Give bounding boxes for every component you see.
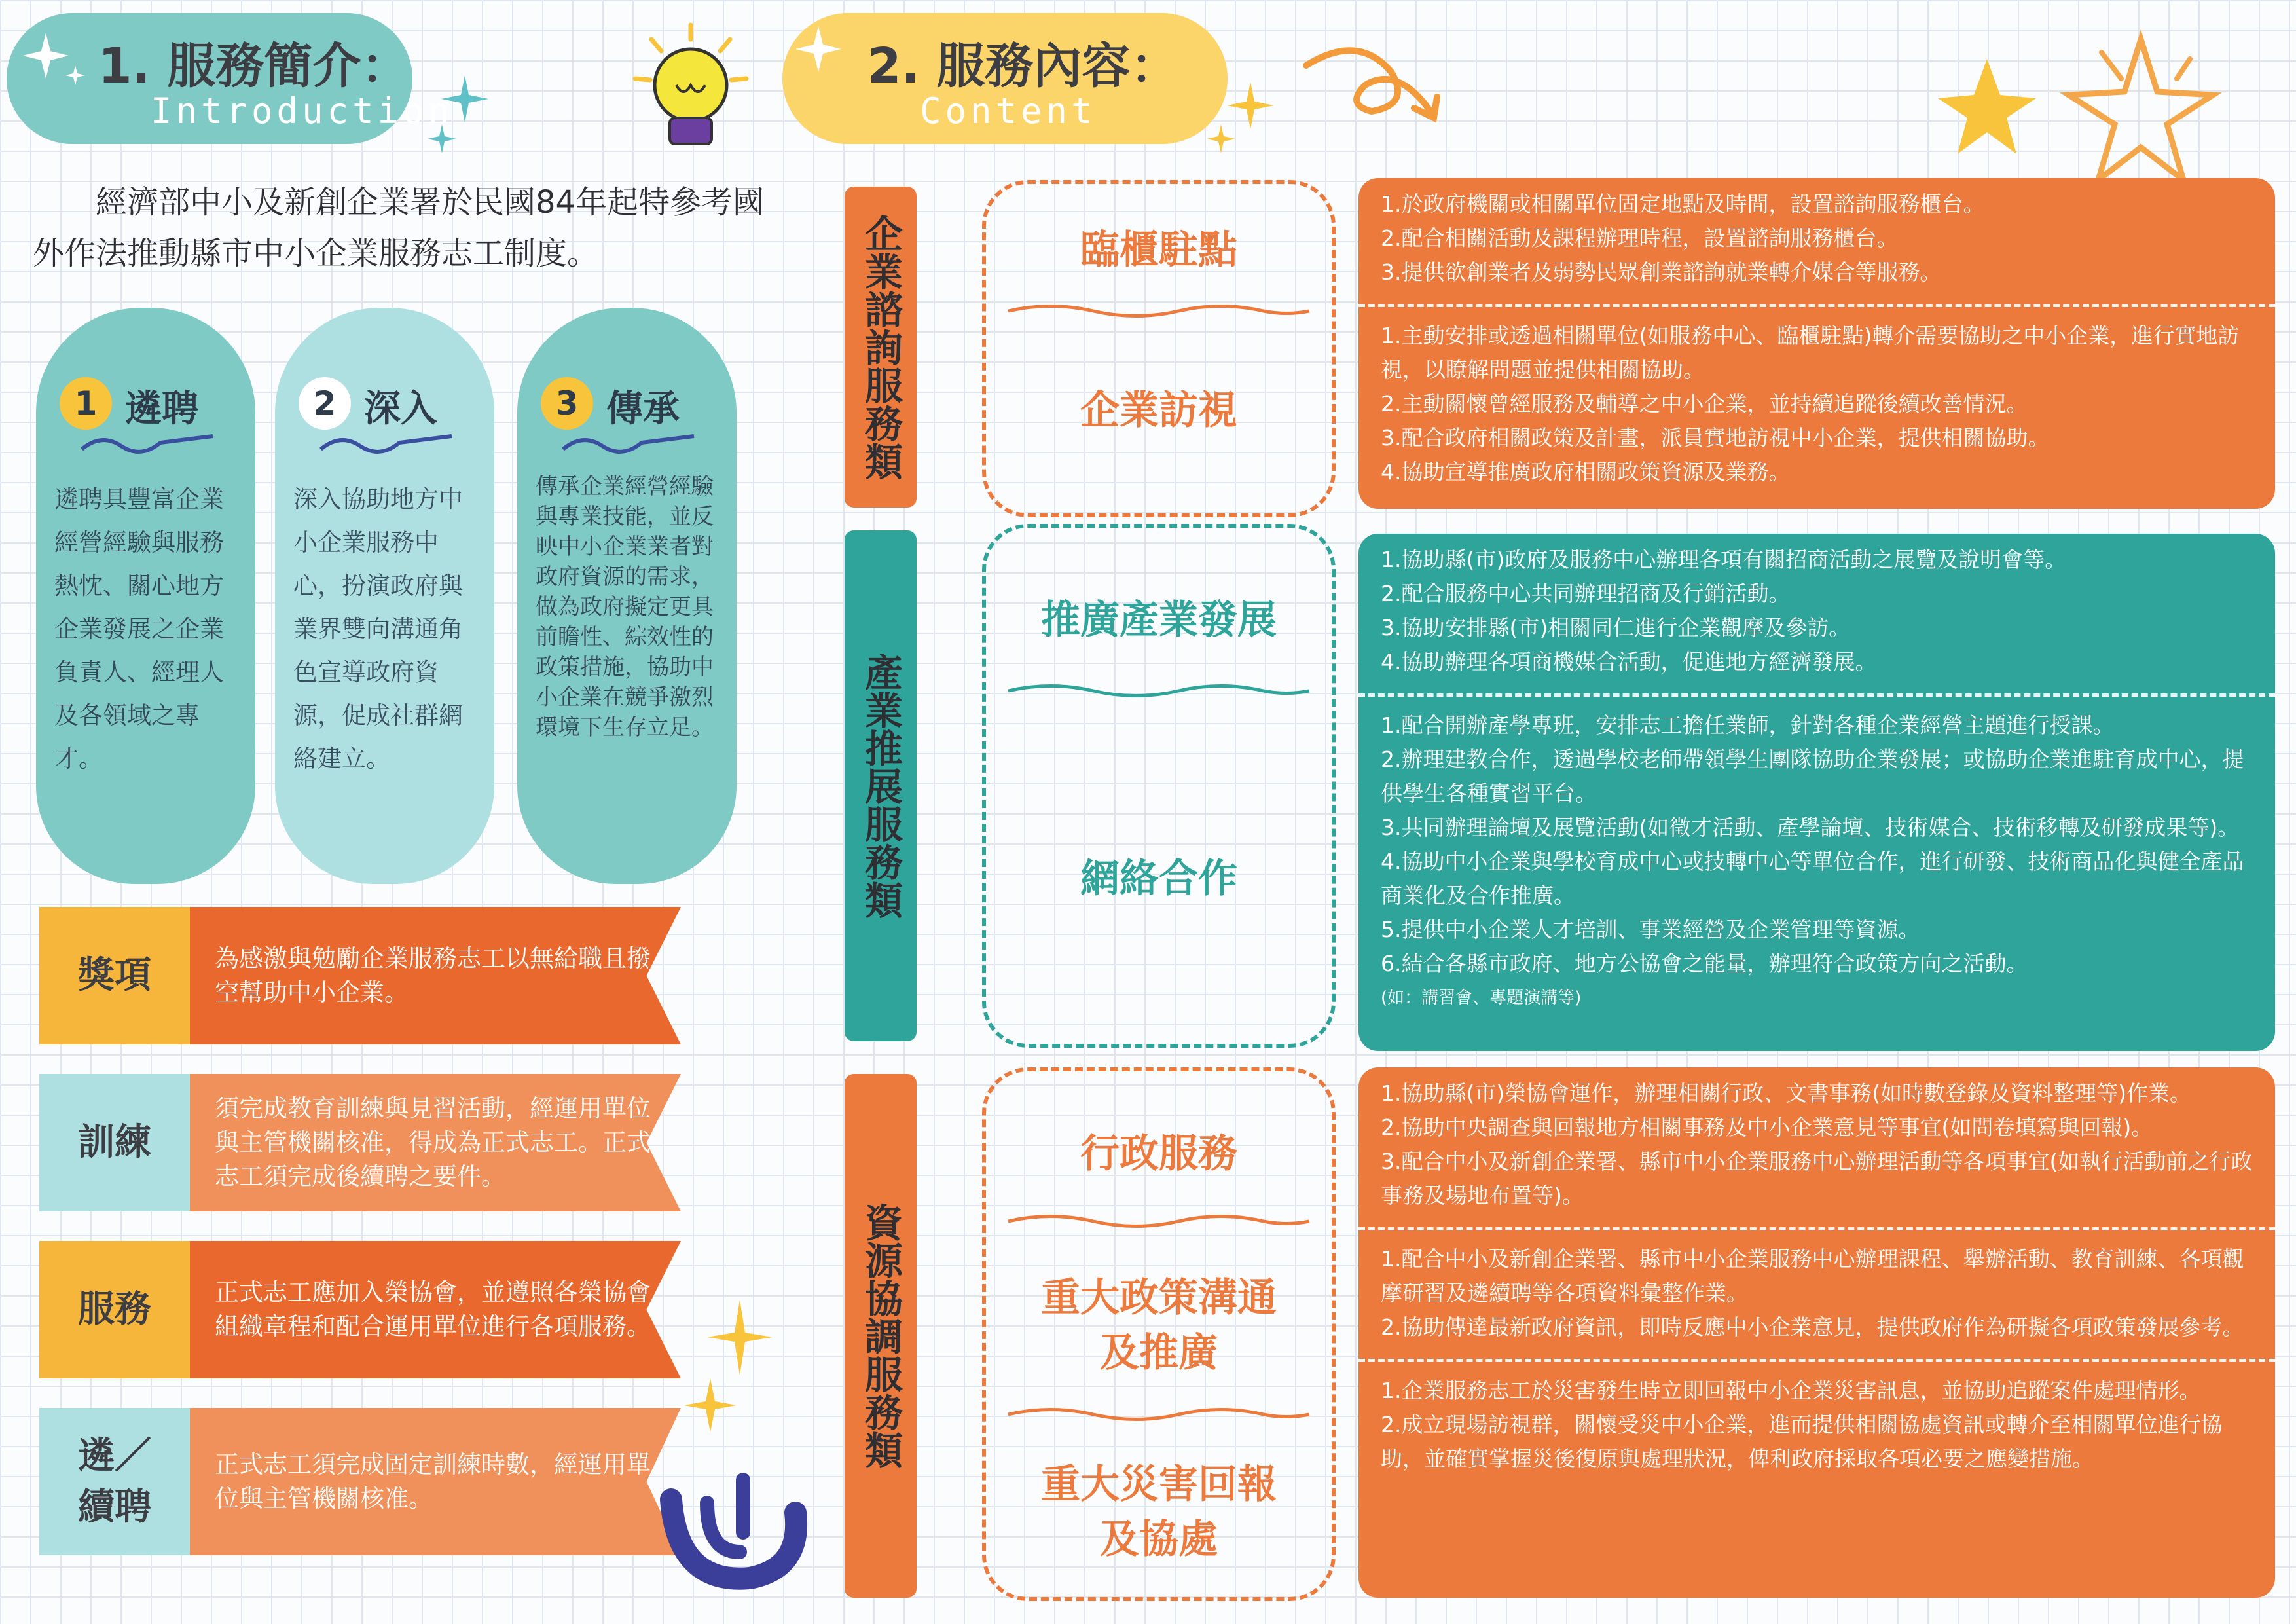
ribbon-label: 獎項	[39, 907, 190, 1044]
detail-item: 2.配合相關活動及課程辦理時程，設置諮詢服務櫃台。	[1381, 225, 1899, 251]
pillar-recruit	[36, 308, 255, 884]
pillar-number: 3	[541, 377, 593, 430]
detail-item: 1.主動安排或透過相關單位(如服務中心、臨櫃駐點)轉介需要協助之中小企業，進行實地訪視，以瞭解問題並提供相關協助。	[1381, 323, 2240, 382]
wave-divider-icon	[1005, 295, 1313, 327]
dashed-divider	[1358, 693, 2275, 697]
pillar-engage	[275, 308, 494, 884]
ribbon-text: 須完成教育訓練與見習活動，經運用單位與主管機關核准，得成為正式志工。正式志工須完成後續聘之要件。	[215, 1094, 651, 1190]
wave-divider-icon	[1005, 674, 1313, 707]
ribbon-service	[39, 1241, 681, 1378]
service-disaster: 重大災害回報及協處	[1041, 1462, 1277, 1562]
ribbon-renewal	[39, 1408, 681, 1555]
service-visit: 企業訪視	[1080, 388, 1237, 434]
category-label-consulting: 企業諮詢服務類	[845, 187, 917, 507]
wave-divider-icon	[1005, 1398, 1313, 1431]
detail-item: 4.協助中小企業與學校育成中心或技轉中心等單位合作，進行研發、技術商品化與健全產品商業化及合作推廣。	[1381, 849, 2244, 908]
section-title-2: 2. 服務內容：	[867, 38, 1179, 94]
ribbon-label: 訓練	[39, 1074, 190, 1211]
ribbon-text: 正式志工須完成固定訓練時數，經運用單位與主管機關核准。	[215, 1450, 651, 1513]
detail-item: 4.協助辦理各項商機媒合活動，促進地方經濟發展。	[1381, 649, 1877, 674]
detail-box-industry	[1358, 534, 2275, 1051]
pillar-title: 深入	[364, 388, 437, 430]
detail-item: 2.辦理建教合作，透過學校老師帶領學生團隊協助企業發展；或協助企業進駐育成中心，提供學生各種實習平台。	[1381, 747, 2244, 806]
wave-icon	[556, 430, 701, 462]
pillar-number: 2	[299, 377, 351, 430]
detail-item: 1.協助縣(市)榮協會運作，辦理相關行政、文書事務(如時數登錄及資料整理等)作業。	[1381, 1080, 2191, 1106]
sparkle-icon	[681, 1297, 779, 1447]
detail-item: 1.於政府機關或相關單位固定地點及時間，設置諮詢服務櫃台。	[1381, 191, 1985, 217]
detail-item: 1.企業服務志工於災害發生時立即回報中小企業災害訊息，並協助追蹤案件處理情形。	[1381, 1378, 2201, 1403]
lightbulb-icon	[625, 20, 756, 157]
detail-item: 2.主動關懷曾經服務及輔導之中小企業，並持續追蹤後續改善情況。	[1381, 391, 2028, 416]
service-promotion: 推廣產業發展	[1041, 597, 1277, 643]
detail-box-consulting	[1358, 178, 2275, 509]
star-outline-icon	[2056, 26, 2226, 196]
dashed-divider	[1358, 304, 2275, 307]
service-counter: 臨櫃駐點	[1080, 227, 1237, 273]
service-network: 網絡合作	[1080, 856, 1237, 902]
pillar-text: 深入協助地方中小企業服務中心，扮演政府與業界雙向溝通角色宣導政府資源，促成社群網絡建立。	[293, 485, 463, 773]
ribbon-text: 為感激與勉勵企業服務志工以無給職且撥空幫助中小企業。	[215, 944, 651, 1006]
detail-item: 2.成立現場訪視群，關懷受災中小企業，進而提供相關協處資訊或轉介至相關單位進行協助，並確實掌握災後復原與處理狀況，俾利政府採取各項必要之應變措施。	[1381, 1412, 2223, 1471]
intro-text: 經濟部中小及新創企業署於民國84年起特參考國外作法推動縣市中小企業服務志工制度。	[33, 184, 765, 272]
swirl-arrow-icon	[1300, 39, 1450, 157]
pillar-number: 1	[60, 377, 112, 430]
smiley-logo-icon	[645, 1441, 815, 1591]
service-admin: 行政服務	[1080, 1131, 1237, 1177]
section-subtitle-2: Content	[920, 90, 1097, 132]
detail-item: 3.共同辦理論壇及展覽活動(如徵才活動、產學論壇、技術媒合、技術移轉及研發成果等)。	[1381, 815, 2240, 840]
dashed-divider	[1358, 1227, 2275, 1230]
ribbon-award	[39, 907, 681, 1044]
sparkle-icon	[426, 72, 498, 157]
pillar-inherit	[517, 308, 737, 884]
wave-icon	[314, 430, 458, 462]
pillar-text: 傳承企業經營經驗與專業技能，並反映中小企業業者對政府資源的需求，做為政府擬定更具前瞻性、綜效性的政策措施，協助中小企業在競爭激烈環境下生存立足。	[536, 473, 714, 741]
sparkle-icon	[20, 26, 92, 98]
detail-item: 1.協助縣(市)政府及服務中心辦理各項有關招商活動之展覽及說明會等。	[1381, 547, 2067, 572]
sparkle-icon	[1205, 79, 1283, 157]
ribbon-label: 遴／續聘	[39, 1408, 190, 1555]
detail-item: 1.配合中小及新創企業署、縣市中小企業服務中心辦理課程、舉辦活動、教育訓練、各項觀摩研習及遴續聘等各項資料彙整作業。	[1381, 1246, 2244, 1306]
detail-item: 2.協助傳達最新政府資訊，即時反應中小企業意見，提供政府作為研擬各項政策發展參考。	[1381, 1314, 2244, 1340]
detail-item: 5.提供中小企業人才培訓、事業經營及企業管理等資源。	[1381, 917, 1920, 942]
section-title-1: 1. 服務簡介：	[98, 38, 410, 94]
category-label-resource: 資源協調服務類	[845, 1074, 917, 1598]
sparkle-icon	[792, 20, 864, 92]
category-label-industry: 產業推展服務類	[845, 530, 917, 1041]
ribbon-label: 服務	[39, 1241, 190, 1378]
detail-item: 3.協助安排縣(市)相關同仁進行企業觀摩及參訪。	[1381, 615, 1851, 640]
detail-item: 3.提供欲創業者及弱勢民眾創業諮詢就業轉介媒合等服務。	[1381, 259, 1942, 285]
detail-item: 6.結合各縣市政府、地方公協會之能量，辦理符合政策方向之活動。	[1381, 951, 2028, 976]
wave-icon	[75, 430, 219, 462]
wave-divider-icon	[1005, 1205, 1313, 1238]
pillar-title: 傳承	[606, 388, 680, 430]
service-policy: 重大政策溝通及推廣	[1041, 1275, 1277, 1376]
detail-item: 3.配合政府相關政策及計畫，派員實地訪視中小企業，提供相關協助。	[1381, 425, 2050, 451]
detail-note: (如：講習會、專題演講等)	[1381, 988, 1582, 1008]
detail-item: 2.協助中央調查與回報地方相關事務及中小企業意見等事宜(如問卷填寫與回報)。	[1381, 1115, 2153, 1140]
pillar-text: 遴聘具豐富企業經營經驗與服務熱忱、關心地方企業發展之企業負責人、經理人及各領域之專才。	[54, 485, 224, 773]
detail-item: 4.協助宣導推廣政府相關政策資源及業務。	[1381, 459, 1791, 485]
star-icon	[1931, 52, 2043, 164]
detail-item: 1.配合開辦產學專班，安排志工擔任業師，針對各種企業經營主題進行授課。	[1381, 712, 2115, 738]
detail-item: 2.配合服務中心共同辦理招商及行銷活動。	[1381, 581, 1791, 606]
detail-item: 3.配合中小及新創企業署、縣市中小企業服務中心辦理活動等各項事宜(如執行活動前之行政事務及場地布置等)。	[1381, 1149, 2253, 1208]
dashed-divider	[1358, 1359, 2275, 1362]
section-subtitle-1: Introduction	[151, 90, 454, 132]
detail-box-resource	[1358, 1067, 2275, 1598]
pillar-title: 遴聘	[125, 388, 198, 430]
ribbon-text: 正式志工應加入榮協會，並遵照各榮協會組織章程和配合運用單位進行各項服務。	[215, 1278, 651, 1340]
ribbon-training	[39, 1074, 681, 1211]
